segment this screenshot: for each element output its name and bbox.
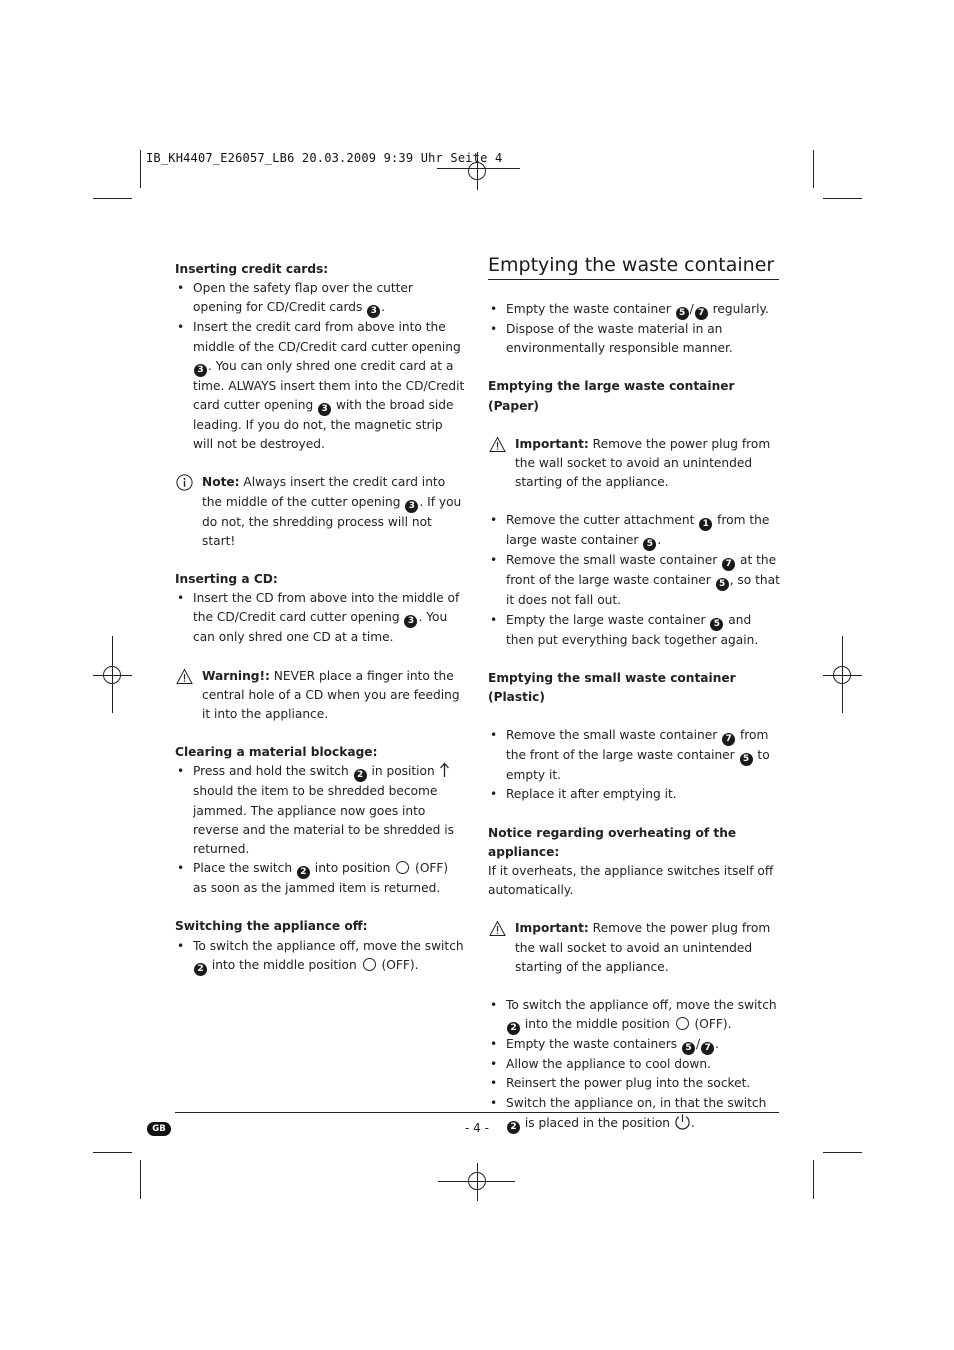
large-container-steps: [488, 511, 780, 649]
credit-card-steps: [175, 279, 465, 454]
number-marker-7: 7: [695, 307, 708, 320]
slug-underline: [437, 168, 520, 169]
page-title: Emptying the waste container: [488, 254, 779, 280]
language-badge: GB: [147, 1122, 171, 1136]
info-icon: [176, 474, 193, 491]
list-item: • Insert the CD from above into the middle of the CD/Credit card cutter opening 3 . You can only shred one CD at a time.: [175, 589, 465, 647]
important-label: Important:: [515, 436, 589, 451]
list-item: • Place the switch 2 into position (OFF) as soon as the jammed item is returned.: [175, 859, 465, 898]
number-marker-5: 5: [716, 578, 729, 591]
list-item: • Open the safety flap over the cutter opening for CD/Credit cards 3 .: [175, 279, 465, 318]
number-marker-3: 3: [194, 364, 207, 377]
warning-triangle-icon: [489, 920, 506, 937]
off-circle-icon: [396, 861, 409, 874]
list-item: • Insert the credit card from above into the middle of the CD/Credit card cutter opening 3 . You can only shred one credit card at a time. ALWAYS insert them into the CD/Credit card cutter opening 3 with the broad side leading. If you do not, the magnetic strip will not be destroyed.: [175, 318, 465, 454]
warning-triangle-icon: [489, 436, 506, 453]
page-number: - 4 -: [465, 1121, 489, 1135]
number-marker-3: 3: [318, 403, 331, 416]
list-item: • Replace it after emptying it.: [488, 785, 780, 804]
number-marker-2: 2: [297, 866, 310, 879]
number-marker-2: 2: [354, 769, 367, 782]
list-item: • Reinsert the power plug into the socket.: [488, 1074, 780, 1093]
list-item: • Empty the waste container 5 / 7 regularly.: [488, 300, 780, 320]
note-box: Note: Always insert the credit card into the middle of the cutter opening 3 . If you do not, the shredding process will not start!: [175, 473, 465, 551]
number-marker-2: 2: [194, 963, 207, 976]
cd-steps: [175, 589, 465, 647]
list-item: • To switch the appliance off, move the switch 2 into the middle position (OFF).: [175, 937, 465, 976]
heading-large-container: Emptying the large waste container (Paper): [488, 379, 735, 413]
switch-off-steps: [175, 937, 465, 976]
important-box-2: Important: Remove the power plug from the wall socket to avoid an unintended starting of the appliance.: [488, 919, 780, 977]
overheating-text: If it overheats, the appliance switches itself off automatically.: [488, 864, 774, 898]
list-item: • Empty the waste containers 5 / 7 .: [488, 1035, 780, 1055]
print-slug: IB_KH4407_E26057_LB6 20.03.2009 9:39 Uhr Seite 4: [146, 151, 503, 165]
power-icon: [674, 1113, 691, 1130]
note-label: Note:: [202, 475, 240, 490]
list-item: • Allow the appliance to cool down.: [488, 1055, 780, 1074]
list-item: • Empty the large waste container 5 and then put everything back together again.: [488, 611, 780, 650]
important-box: Important: Remove the power plug from the wall socket to avoid an unintended starting of the appliance.: [488, 435, 780, 493]
list-item: • Remove the small waste container 7 at the front of the large waste container 5 , so that it does not fall out.: [488, 551, 780, 610]
heading-inserting-cd: Inserting a CD:: [175, 572, 278, 587]
heading-small-container: Emptying the small waste container (Plastic): [488, 670, 736, 705]
number-marker-5: 5: [710, 618, 723, 631]
important-label: Important:: [515, 921, 589, 936]
heading-switching-off: Switching the appliance off:: [175, 919, 368, 934]
heading-inserting-credit-cards: Inserting credit cards:: [175, 262, 329, 276]
number-marker-5: 5: [676, 307, 689, 320]
overheat-steps: [488, 996, 780, 1134]
warning-triangle-icon: [176, 668, 193, 685]
number-marker-1: 1: [699, 518, 712, 531]
small-container-steps: [488, 726, 780, 804]
arrow-up-icon: [439, 762, 450, 778]
list-item: • Remove the cutter attachment 1 from the large waste container 5 .: [488, 511, 780, 551]
list-item: • To switch the appliance off, move the switch 2 into the middle position (OFF).: [488, 996, 780, 1035]
off-circle-icon: [363, 958, 376, 971]
list-item: • Press and hold the switch 2 in position should the item to be shredded become jammed. The appliance now goes into reverse and the material to be shredded is returned.: [175, 762, 465, 859]
list-item: • Switch the appliance on, in that the switch 2 is placed in the position .: [488, 1094, 780, 1134]
number-marker-5: 5: [643, 538, 656, 551]
intro-steps: [488, 300, 780, 358]
left-column: [175, 260, 465, 976]
number-marker-3: 3: [405, 500, 418, 513]
number-marker-3: 3: [404, 615, 417, 628]
footer-rule: [175, 1112, 779, 1113]
number-marker-2: 2: [507, 1121, 520, 1134]
number-marker-7: 7: [722, 558, 735, 571]
off-circle-icon: [676, 1017, 689, 1030]
number-marker-3: 3: [367, 305, 380, 318]
warning-box: Warning!: NEVER place a finger into the central hole of a CD when you are feeding it into the appliance.: [175, 667, 465, 725]
heading-clearing-blockage: Clearing a material blockage:: [175, 745, 378, 760]
right-column: [488, 300, 780, 1134]
number-marker-7: 7: [722, 733, 735, 746]
warning-label: Warning!:: [202, 668, 270, 683]
number-marker-7: 7: [701, 1042, 714, 1055]
number-marker-2: 2: [507, 1022, 520, 1035]
heading-overheating: Notice regarding overheating of the appliance:: [488, 825, 737, 859]
list-item: • Remove the small waste container 7 from the front of the large waste container 5 to empty it.: [488, 726, 780, 785]
number-marker-5: 5: [740, 753, 753, 766]
list-item: • Dispose of the waste material in an environmentally responsible manner.: [488, 320, 780, 358]
number-marker-5: 5: [682, 1042, 695, 1055]
blockage-steps: [175, 762, 465, 898]
